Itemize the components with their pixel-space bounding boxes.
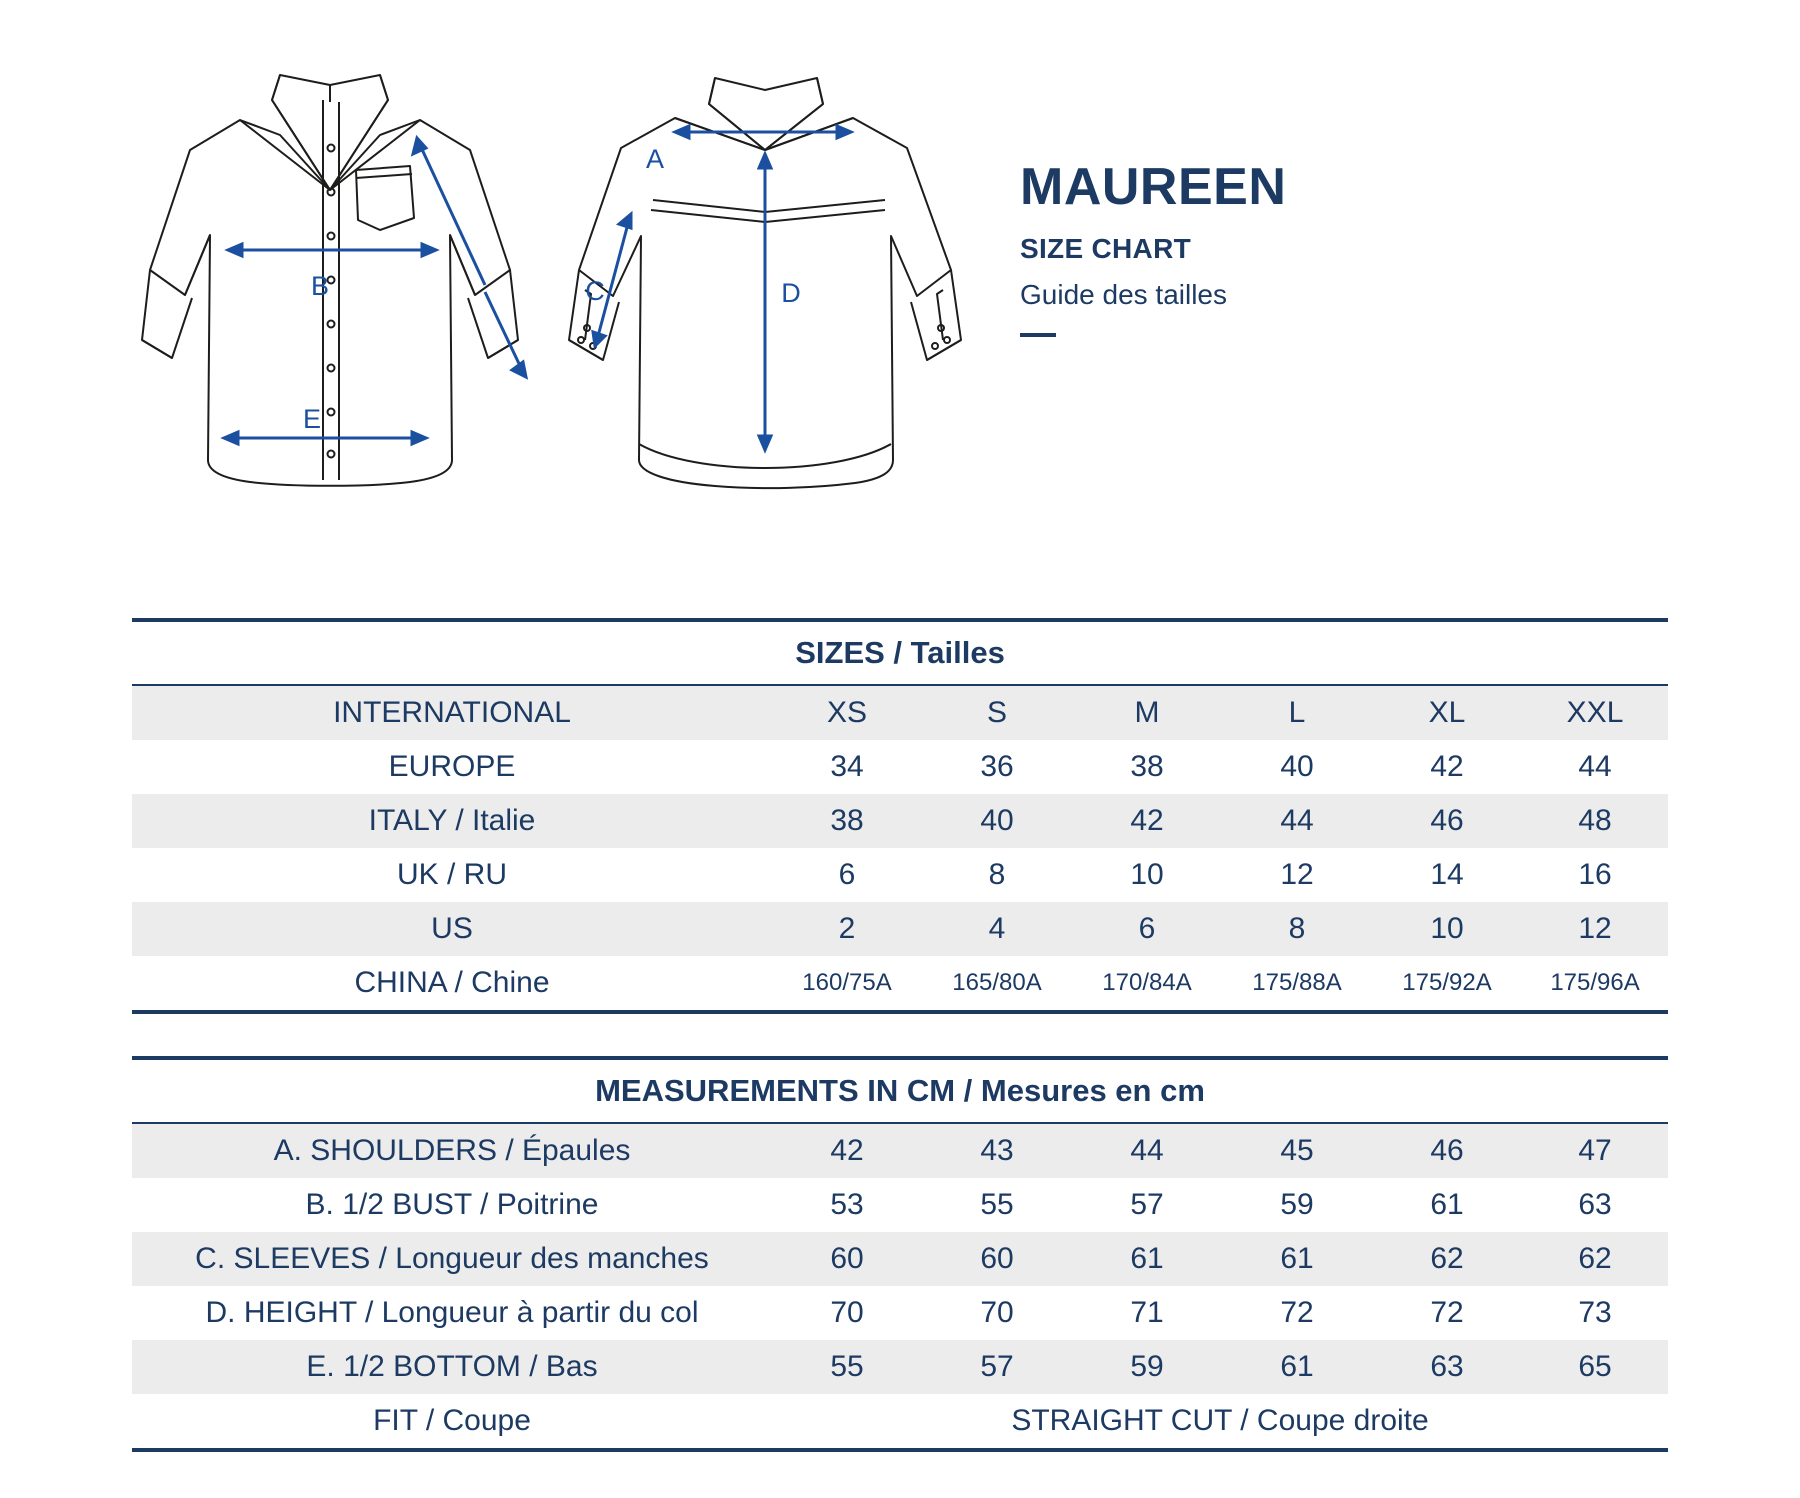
row-value: 42	[772, 1123, 922, 1178]
row-value: 16	[1522, 848, 1668, 902]
table-row	[132, 1286, 1668, 1340]
row-value: 12	[1522, 902, 1668, 956]
row-value: 72	[1372, 1286, 1522, 1340]
table-row	[132, 1178, 1668, 1232]
sizes-section-header	[132, 620, 1668, 685]
row-value: 40	[922, 794, 1072, 848]
row-value: XL	[1372, 685, 1522, 740]
table-row	[132, 1123, 1668, 1178]
row-label: ITALY / Italie	[132, 794, 772, 848]
row-value: 62	[1372, 1232, 1522, 1286]
row-label: CHINA / Chine	[132, 956, 772, 1012]
sizes-header-en: SIZES	[795, 635, 885, 670]
row-label: C. SLEEVES / Longueur des manches	[132, 1232, 772, 1286]
illustration-header-area	[0, 0, 1800, 610]
measurements-section-header	[132, 1058, 1668, 1123]
row-label: E. 1/2 BOTTOM / Bas	[132, 1340, 772, 1394]
sizes-header-fr: Tailles	[910, 635, 1005, 670]
row-value: 34	[772, 740, 922, 794]
row-value: 61	[1222, 1340, 1372, 1394]
measurements-table-container	[132, 1056, 1668, 1452]
row-label: UK / RU	[132, 848, 772, 902]
row-value: 175/92A	[1372, 956, 1522, 1012]
diagram-label-c: C	[585, 276, 605, 306]
row-value: 6	[772, 848, 922, 902]
row-label: EUROPE	[132, 740, 772, 794]
row-value: 14	[1372, 848, 1522, 902]
sizes-header-separator: /	[884, 635, 911, 670]
row-value: 38	[1072, 740, 1222, 794]
row-value: 8	[1222, 902, 1372, 956]
row-value: 72	[1222, 1286, 1372, 1340]
row-value: 48	[1522, 794, 1668, 848]
row-value: 165/80A	[922, 956, 1072, 1012]
diagram-label-b: B	[310, 271, 330, 301]
row-value: 10	[1072, 848, 1222, 902]
row-value: 59	[1072, 1340, 1222, 1394]
title-divider	[1020, 333, 1056, 337]
row-label: INTERNATIONAL	[132, 685, 772, 740]
row-value: 38	[772, 794, 922, 848]
row-value: 6	[1072, 902, 1222, 956]
row-value: 60	[922, 1232, 1072, 1286]
row-value: 73	[1522, 1286, 1668, 1340]
row-value: 42	[1072, 794, 1222, 848]
row-label: A. SHOULDERS / Épaules	[132, 1123, 772, 1178]
row-value: XS	[772, 685, 922, 740]
row-value: 42	[1372, 740, 1522, 794]
row-value: 60	[772, 1232, 922, 1286]
measurements-header-en: MEASUREMENTS IN CM	[595, 1073, 956, 1108]
row-value: 43	[922, 1123, 1072, 1178]
table-row	[132, 956, 1668, 1012]
row-value: 40	[1222, 740, 1372, 794]
row-value: 63	[1372, 1340, 1522, 1394]
measurements-section-header-row	[132, 1058, 1668, 1123]
row-value: 10	[1372, 902, 1522, 956]
table-row	[132, 685, 1668, 740]
row-value: 44	[1222, 794, 1372, 848]
table-row	[132, 1340, 1668, 1394]
fit-row-value: STRAIGHT CUT / Coupe droite	[772, 1394, 1668, 1450]
row-value: S	[922, 685, 1072, 740]
row-value: 45	[1222, 1123, 1372, 1178]
row-value: 53	[772, 1178, 922, 1232]
title-block	[1020, 160, 1286, 337]
row-value: 65	[1522, 1340, 1668, 1394]
row-value: 62	[1522, 1232, 1668, 1286]
subtitle-english: SIZE CHART	[1020, 232, 1191, 264]
row-value: 12	[1222, 848, 1372, 902]
shirt-front-illustration	[130, 40, 530, 510]
row-value: 175/96A	[1522, 956, 1668, 1012]
brand-title: MAUREEN	[1020, 158, 1287, 216]
row-value: 71	[1072, 1286, 1222, 1340]
row-value: 2	[772, 902, 922, 956]
table-row	[132, 1232, 1668, 1286]
subtitle-french: Guide des tailles	[1020, 278, 1228, 310]
row-value: 61	[1222, 1232, 1372, 1286]
row-label: US	[132, 902, 772, 956]
row-value: M	[1072, 685, 1222, 740]
row-value: 46	[1372, 1123, 1522, 1178]
sizes-table	[132, 618, 1668, 1014]
row-value: 57	[922, 1340, 1072, 1394]
row-value: 46	[1372, 794, 1522, 848]
shirt-back-illustration	[555, 40, 975, 510]
row-value: 55	[922, 1178, 1072, 1232]
row-value: 36	[922, 740, 1072, 794]
row-value: 63	[1522, 1178, 1668, 1232]
row-label: B. 1/2 BUST / Poitrine	[132, 1178, 772, 1232]
row-value: 61	[1072, 1232, 1222, 1286]
row-value: 55	[772, 1340, 922, 1394]
row-value: 44	[1072, 1123, 1222, 1178]
row-value: 44	[1522, 740, 1668, 794]
row-value: 61	[1372, 1178, 1522, 1232]
row-label: D. HEIGHT / Longueur à partir du col	[132, 1286, 772, 1340]
diagram-label-d: D	[781, 278, 801, 308]
row-value: 57	[1072, 1178, 1222, 1232]
row-value: 170/84A	[1072, 956, 1222, 1012]
sizes-table-container	[132, 618, 1668, 1014]
table-row	[132, 902, 1668, 956]
table-row	[132, 794, 1668, 848]
diagram-label-a: A	[645, 144, 665, 174]
row-value: 59	[1222, 1178, 1372, 1232]
sizes-section-header-row	[132, 620, 1668, 685]
row-value: L	[1222, 685, 1372, 740]
row-value: XXL	[1522, 685, 1668, 740]
row-value: 175/88A	[1222, 956, 1372, 1012]
measurements-table	[132, 1056, 1668, 1452]
fit-row	[132, 1394, 1668, 1450]
fit-row-label: FIT / Coupe	[132, 1394, 772, 1450]
row-value: 70	[922, 1286, 1072, 1340]
measurements-header-separator: /	[955, 1073, 981, 1108]
row-value: 70	[772, 1286, 922, 1340]
diagram-label-e: E	[302, 404, 322, 434]
table-row	[132, 848, 1668, 902]
row-value: 8	[922, 848, 1072, 902]
row-value: 160/75A	[772, 956, 922, 1012]
table-row	[132, 740, 1668, 794]
measurements-header-fr: Mesures en cm	[980, 1073, 1205, 1108]
row-value: 4	[922, 902, 1072, 956]
row-value: 47	[1522, 1123, 1668, 1178]
